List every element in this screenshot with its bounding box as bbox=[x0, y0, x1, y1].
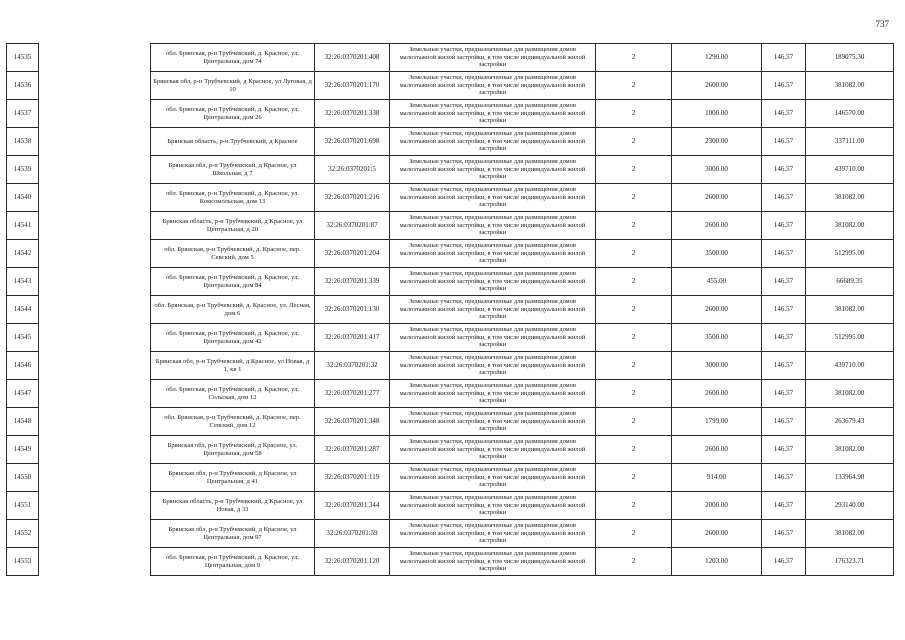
cell-cadastral-number: 32:26:0370201:417 bbox=[315, 324, 390, 352]
table-row bbox=[7, 380, 894, 408]
cell-cadastral-value: 263679.43 bbox=[806, 408, 894, 436]
table-row bbox=[7, 212, 894, 240]
cell-specific-value: 146.57 bbox=[762, 352, 806, 380]
table-row bbox=[7, 296, 894, 324]
cell-gap bbox=[39, 436, 151, 464]
cell-address: обл. Брянская, р-н Трубчевский, д. Красное, пер. Севский, дом 5 bbox=[151, 240, 315, 268]
cell-gap bbox=[39, 380, 151, 408]
cell-gap bbox=[39, 324, 151, 352]
cell-cadastral-number: 32:26:0370201:5 bbox=[315, 156, 390, 184]
cell-area: 2600.00 bbox=[672, 296, 762, 324]
cell-permitted-use: Земельные участки, предназначенные для размещения домов малоэтажной жилой застройки, в том числе индивидуальной жилой застройки bbox=[390, 240, 596, 268]
cell-cadastral-number: 32:26:0370201:348 bbox=[315, 408, 390, 436]
cell-permitted-use: Земельные участки, предназначенные для размещения домов малоэтажной жилой застройки, в том числе индивидуальной жилой застройки bbox=[390, 268, 596, 296]
cell-gap bbox=[39, 464, 151, 492]
table-row bbox=[7, 436, 894, 464]
page-number: 737 bbox=[875, 19, 889, 29]
cell-area: 914.00 bbox=[672, 464, 762, 492]
cell-cadastral-value: 381082.00 bbox=[806, 520, 894, 548]
cell-cadastral-number: 32:26:0370201:204 bbox=[315, 240, 390, 268]
cell-specific-value: 146.57 bbox=[762, 268, 806, 296]
cell-permitted-use: Земельные участки, предназначенные для размещения домов малоэтажной жилой застройки, в том числе индивидуальной жилой застройки bbox=[390, 212, 596, 240]
cell-group: 2 bbox=[596, 352, 672, 380]
cell-row-number: 14540 bbox=[7, 184, 39, 212]
cell-gap bbox=[39, 156, 151, 184]
cell-permitted-use: Земельные участки, предназначенные для размещения домов малоэтажной жилой застройки, в том числе индивидуальной жилой застройки bbox=[390, 352, 596, 380]
cell-permitted-use: Земельные участки, предназначенные для размещения домов малоэтажной жилой застройки, в том числе индивидуальной жилой застройки bbox=[390, 408, 596, 436]
cell-cadastral-value: 512995.00 bbox=[806, 240, 894, 268]
cell-specific-value: 146.57 bbox=[762, 44, 806, 72]
cell-area: 1000.00 bbox=[672, 100, 762, 128]
cell-address: Брянская обл, р-н Трубчевский, д Красное, ул Луговая, д 10 bbox=[151, 72, 315, 100]
cell-group: 2 bbox=[596, 184, 672, 212]
cell-area: 1203.00 bbox=[672, 548, 762, 576]
cell-gap bbox=[39, 240, 151, 268]
cell-permitted-use: Земельные участки, предназначенные для размещения домов малоэтажной жилой застройки, в том числе индивидуальной жилой застройки bbox=[390, 44, 596, 72]
cell-permitted-use: Земельные участки, предназначенные для размещения домов малоэтажной жилой застройки, в том числе индивидуальной жилой застройки bbox=[390, 380, 596, 408]
table-row bbox=[7, 100, 894, 128]
cell-row-number: 14553 bbox=[7, 548, 39, 576]
cell-specific-value: 146.57 bbox=[762, 240, 806, 268]
cell-address: Брянская область, р-н Трубчевский, д Красное bbox=[151, 128, 315, 156]
cell-specific-value: 146.57 bbox=[762, 324, 806, 352]
cell-cadastral-number: 32:26:0370201:87 bbox=[315, 212, 390, 240]
cell-address: Брянская обл, р-н Трубчевский, д Красное, ул Центральная, дом 97 bbox=[151, 520, 315, 548]
cell-specific-value: 146.57 bbox=[762, 156, 806, 184]
cell-cadastral-number: 32:26:0370201:338 bbox=[315, 100, 390, 128]
cell-area: 3000.00 bbox=[672, 352, 762, 380]
cell-address: обл. Брянская, р-н Трубчевский, д. Красное, ул. Центральная, дом 74 bbox=[151, 44, 315, 72]
cell-row-number: 14546 bbox=[7, 352, 39, 380]
cell-group: 2 bbox=[596, 492, 672, 520]
table-row bbox=[7, 492, 894, 520]
cell-row-number: 14542 bbox=[7, 240, 39, 268]
cell-permitted-use: Земельные участки, предназначенные для размещения домов малоэтажной жилой застройки, в том числе индивидуальной жилой застройки bbox=[390, 464, 596, 492]
cell-cadastral-value: 381082.00 bbox=[806, 436, 894, 464]
cell-cadastral-number: 32:26:0370201:339 bbox=[315, 268, 390, 296]
cell-specific-value: 146.57 bbox=[762, 436, 806, 464]
cell-gap bbox=[39, 352, 151, 380]
cell-area: 2600.00 bbox=[672, 72, 762, 100]
cell-cadastral-value: 146570.00 bbox=[806, 100, 894, 128]
cell-area: 1799.00 bbox=[672, 408, 762, 436]
cell-permitted-use: Земельные участки, предназначенные для размещения домов малоэтажной жилой застройки, в том числе индивидуальной жилой застройки bbox=[390, 128, 596, 156]
cell-group: 2 bbox=[596, 296, 672, 324]
cell-gap bbox=[39, 492, 151, 520]
cell-group: 2 bbox=[596, 100, 672, 128]
table-row bbox=[7, 44, 894, 72]
cell-permitted-use: Земельные участки, предназначенные для размещения домов малоэтажной жилой застройки, в том числе индивидуальной жилой застройки bbox=[390, 492, 596, 520]
cell-cadastral-number: 32:26:0370201:170 bbox=[315, 72, 390, 100]
table-row bbox=[7, 240, 894, 268]
cell-address: обл. Брянская, р-н Трубчевский, д. Красное, ул. Центральная, дом 84 bbox=[151, 268, 315, 296]
cell-area: 1290.00 bbox=[672, 44, 762, 72]
cell-cadastral-number: 32:26:0370201:216 bbox=[315, 184, 390, 212]
cell-permitted-use: Земельные участки, предназначенные для размещения домов малоэтажной жилой застройки, в том числе индивидуальной жилой застройки bbox=[390, 72, 596, 100]
cell-area: 2300.00 bbox=[672, 128, 762, 156]
cell-cadastral-value: 66689.35 bbox=[806, 268, 894, 296]
cell-group: 2 bbox=[596, 44, 672, 72]
table-row bbox=[7, 408, 894, 436]
table-row bbox=[7, 268, 894, 296]
land-valuation-table bbox=[6, 43, 894, 576]
cell-group: 2 bbox=[596, 548, 672, 576]
cell-specific-value: 146.57 bbox=[762, 100, 806, 128]
cell-group: 2 bbox=[596, 436, 672, 464]
cell-group: 2 bbox=[596, 324, 672, 352]
cell-cadastral-value: 381082.00 bbox=[806, 380, 894, 408]
cell-address: обл. Брянская, р-н Трубчевский, д. Красное, пер. Севский, дом 12 bbox=[151, 408, 315, 436]
cell-area: 3000.00 bbox=[672, 156, 762, 184]
cell-permitted-use: Земельные участки, предназначенные для размещения домов малоэтажной жилой застройки, в том числе индивидуальной жилой застройки bbox=[390, 100, 596, 128]
cell-group: 2 bbox=[596, 72, 672, 100]
cell-row-number: 14539 bbox=[7, 156, 39, 184]
cell-cadastral-value: 381082.00 bbox=[806, 184, 894, 212]
cell-gap bbox=[39, 408, 151, 436]
cell-cadastral-number: 32:26:0370201:119 bbox=[315, 464, 390, 492]
cell-group: 2 bbox=[596, 240, 672, 268]
cell-specific-value: 146.57 bbox=[762, 548, 806, 576]
cell-group: 2 bbox=[596, 408, 672, 436]
cell-row-number: 14552 bbox=[7, 520, 39, 548]
table-body bbox=[7, 44, 894, 576]
cell-cadastral-value: 133964.98 bbox=[806, 464, 894, 492]
cell-cadastral-value: 439710.00 bbox=[806, 352, 894, 380]
table-row bbox=[7, 324, 894, 352]
cell-group: 2 bbox=[596, 128, 672, 156]
cell-permitted-use: Земельные участки, предназначенные для размещения домов малоэтажной жилой застройки, в том числе индивидуальной жилой застройки bbox=[390, 296, 596, 324]
cell-permitted-use: Земельные участки, предназначенные для размещения домов малоэтажной жилой застройки, в том числе индивидуальной жилой застройки bbox=[390, 520, 596, 548]
cell-row-number: 14538 bbox=[7, 128, 39, 156]
cell-group: 2 bbox=[596, 380, 672, 408]
cell-group: 2 bbox=[596, 212, 672, 240]
cell-specific-value: 146.57 bbox=[762, 296, 806, 324]
cell-gap bbox=[39, 520, 151, 548]
cell-address: обл. Брянская, р-н Трубчевский, д. Красное, ул. Сельская, дом 12 bbox=[151, 380, 315, 408]
cell-cadastral-number: 32:26:0370201:32 bbox=[315, 352, 390, 380]
cell-area: 2600.00 bbox=[672, 380, 762, 408]
cell-area: 2600.00 bbox=[672, 184, 762, 212]
cell-row-number: 14547 bbox=[7, 380, 39, 408]
cell-permitted-use: Земельные участки, предназначенные для размещения домов малоэтажной жилой застройки, в том числе индивидуальной жилой застройки bbox=[390, 184, 596, 212]
cell-cadastral-number: 32:26:0370201:130 bbox=[315, 296, 390, 324]
cell-cadastral-number: 32:26:0370201:698 bbox=[315, 128, 390, 156]
cell-cadastral-number: 32:26:0370201:344 bbox=[315, 492, 390, 520]
cell-permitted-use: Земельные участки, предназначенные для размещения домов малоэтажной жилой застройки, в том числе индивидуальной жилой застройки bbox=[390, 548, 596, 576]
table-row bbox=[7, 464, 894, 492]
cell-cadastral-number: 32:26:0370201:120 bbox=[315, 548, 390, 576]
cell-cadastral-value: 337111.00 bbox=[806, 128, 894, 156]
cell-address: обл. Брянская, р-н Трубчевский, д. Красное, ул. Центральная, дом 26 bbox=[151, 100, 315, 128]
cell-cadastral-value: 381082.00 bbox=[806, 296, 894, 324]
table-row bbox=[7, 520, 894, 548]
cell-cadastral-number: 32:26:0370201:59 bbox=[315, 520, 390, 548]
cell-gap bbox=[39, 100, 151, 128]
cell-group: 2 bbox=[596, 268, 672, 296]
cell-address: Брянская обл, р-н Трубчевский, д Красное, ул. Центральная, дом 58 bbox=[151, 436, 315, 464]
cell-gap bbox=[39, 296, 151, 324]
cell-address: обл. Брянская, р-н Трубчевский, д. Красное, ул. Комсомольская, дом 13 bbox=[151, 184, 315, 212]
cell-row-number: 14545 bbox=[7, 324, 39, 352]
cell-row-number: 14550 bbox=[7, 464, 39, 492]
cell-specific-value: 146.57 bbox=[762, 520, 806, 548]
cell-area: 3500.00 bbox=[672, 324, 762, 352]
cell-area: 3500.00 bbox=[672, 240, 762, 268]
cell-address: Брянская обл, р-н Трубчевский, д Красное, ул Новая, д 1, кв 1 bbox=[151, 352, 315, 380]
cell-row-number: 14549 bbox=[7, 436, 39, 464]
cell-row-number: 14541 bbox=[7, 212, 39, 240]
table-row bbox=[7, 352, 894, 380]
cell-address: обл. Брянская, р-н Трубчевский, д. Красное, ул. Лесная, дом 6 bbox=[151, 296, 315, 324]
cell-gap bbox=[39, 184, 151, 212]
cell-gap bbox=[39, 72, 151, 100]
cell-area: 455.00 bbox=[672, 268, 762, 296]
cell-specific-value: 146.57 bbox=[762, 464, 806, 492]
cell-cadastral-value: 439710.00 bbox=[806, 156, 894, 184]
cell-area: 2600.00 bbox=[672, 212, 762, 240]
cell-cadastral-value: 381082.00 bbox=[806, 212, 894, 240]
cell-address: обл. Брянская, р-н Трубчевский, д. Красное, ул. Центральная, дом 42 bbox=[151, 324, 315, 352]
cell-permitted-use: Земельные участки, предназначенные для размещения домов малоэтажной жилой застройки, в том числе индивидуальной жилой застройки bbox=[390, 324, 596, 352]
cell-cadastral-number: 32:26:0370201:408 bbox=[315, 44, 390, 72]
cell-cadastral-value: 381082.00 bbox=[806, 72, 894, 100]
cell-group: 2 bbox=[596, 464, 672, 492]
table-row bbox=[7, 548, 894, 576]
cell-specific-value: 146.57 bbox=[762, 184, 806, 212]
cell-area: 2600.00 bbox=[672, 520, 762, 548]
cell-area: 2600.00 bbox=[672, 436, 762, 464]
cell-row-number: 14544 bbox=[7, 296, 39, 324]
cell-address: Брянская область, р-н Трубчевский, д Красное, ул Центральная, д 20 bbox=[151, 212, 315, 240]
cell-specific-value: 146.57 bbox=[762, 380, 806, 408]
cell-gap bbox=[39, 268, 151, 296]
cell-address: обл. Брянская, р-н Трубчевский, д. Красное, ул. Центральная, дом 9 bbox=[151, 548, 315, 576]
cell-row-number: 14535 bbox=[7, 44, 39, 72]
cell-address: Брянская обл, р-н Трубчевский, д Красное, ул Школьная, д 7 bbox=[151, 156, 315, 184]
cell-row-number: 14537 bbox=[7, 100, 39, 128]
cell-group: 2 bbox=[596, 520, 672, 548]
table-row bbox=[7, 72, 894, 100]
cell-permitted-use: Земельные участки, предназначенные для размещения домов малоэтажной жилой застройки, в том числе индивидуальной жилой застройки bbox=[390, 436, 596, 464]
cell-specific-value: 146.57 bbox=[762, 408, 806, 436]
cell-specific-value: 146.57 bbox=[762, 128, 806, 156]
cell-address: Брянская область, р-н Трубчевский, д Красное, ул Новая, д 33 bbox=[151, 492, 315, 520]
cell-row-number: 14543 bbox=[7, 268, 39, 296]
cell-row-number: 14551 bbox=[7, 492, 39, 520]
cell-cadastral-value: 189075.30 bbox=[806, 44, 894, 72]
cell-specific-value: 146.57 bbox=[762, 212, 806, 240]
cell-cadastral-value: 176323.71 bbox=[806, 548, 894, 576]
table-row bbox=[7, 184, 894, 212]
cell-address: Брянская обл, р-н Трубчевский, д Красное, ул Центральная, д 41 bbox=[151, 464, 315, 492]
cell-gap bbox=[39, 44, 151, 72]
cell-gap bbox=[39, 212, 151, 240]
cell-permitted-use: Земельные участки, предназначенные для размещения домов малоэтажной жилой застройки, в том числе индивидуальной жилой застройки bbox=[390, 156, 596, 184]
cell-gap bbox=[39, 548, 151, 576]
table-row bbox=[7, 128, 894, 156]
cell-group: 2 bbox=[596, 156, 672, 184]
cell-row-number: 14548 bbox=[7, 408, 39, 436]
table-row bbox=[7, 156, 894, 184]
cell-area: 2000.00 bbox=[672, 492, 762, 520]
cell-gap bbox=[39, 128, 151, 156]
cell-cadastral-value: 293140.00 bbox=[806, 492, 894, 520]
cell-cadastral-value: 512995.00 bbox=[806, 324, 894, 352]
cell-specific-value: 146.57 bbox=[762, 492, 806, 520]
cell-specific-value: 146.57 bbox=[762, 72, 806, 100]
cell-row-number: 14536 bbox=[7, 72, 39, 100]
cell-cadastral-number: 32:26:0370201:287 bbox=[315, 436, 390, 464]
cell-cadastral-number: 32:26:0370201:277 bbox=[315, 380, 390, 408]
